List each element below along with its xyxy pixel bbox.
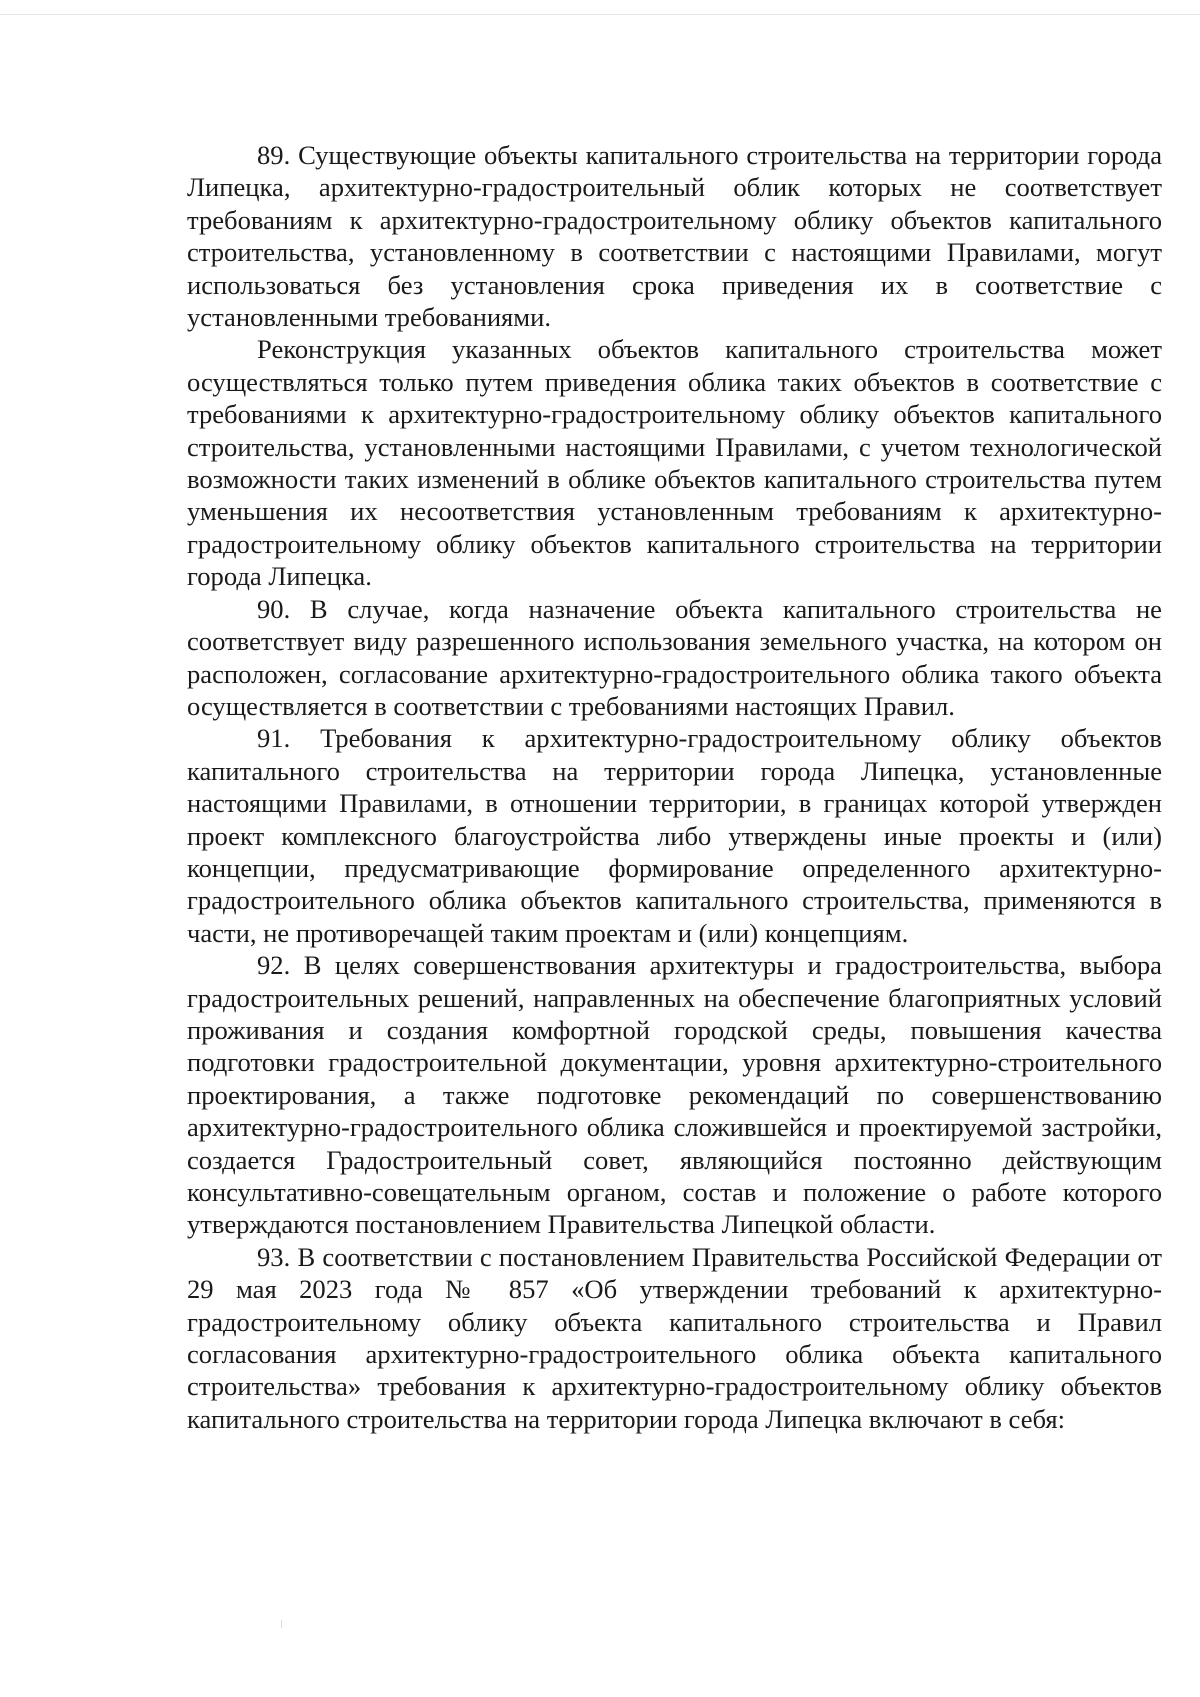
paragraph-89: 89. Существующие объекты капитального строительства на территории города Липецка, архитектурно-градостроительный облик которых не соответствует требованиям к архитектурно-градостроительному облику объектов капитального строительства, установленному в соответствии с настоящими Правилами, могут использоваться без установления срока приведения их в соответствие с установленными требованиями. [187, 140, 1162, 333]
paragraph-91: 91. Требования к архитектурно-градостроительному облику объектов капитального строительства на территории города Липецка, установленные настоящими Правилами, в отношении территории, в границах которой утвержден проект комплексного благоустройства либо утверждены иные проекты и (или) концепции, предусматривающие формирование определенного архитектурно-градостроительного облика объектов капитального строительства, применяются в части, не противоречащей таким проектам и (или) концепциям. [187, 723, 1162, 948]
paragraph-89-reconstruction: Реконструкция указанных объектов капитального строительства может осуществляться только путем приведения облика таких объектов в соответствие с требованиями к архитектурно-градостроительному облику объектов капитального строительства, установленными настоящими Правилами, с учетом технологической возможности таких изменений в облике объектов капитального строительства путем уменьшения их несоответствия установленным требованиям к архитектурно-градостроительному облику объектов капитального строительства на территории города Липецка. [187, 334, 1162, 592]
scan-artifact-mark [281, 1620, 282, 1628]
paragraph-92: 92. В целях совершенствования архитектуры и градостроительства, выбора градостроительных решений, направленных на обеспечение благоприятных условий проживания и создания комфортной городской среды, повышения качества подготовки градостроительной документации, уровня архитектурно-строительного проектирования, а также подготовке рекомендаций по совершенствованию архитектурно-градостроительного облика сложившейся и проектируемой застройки, создается Градостроительный совет, являющийся постоянно действующим консультативно-совещательным органом, состав и положение о работе которого утверждаются постановлением Правительства Липецкой области. [187, 950, 1162, 1240]
paragraph-93: 93. В соответствии с постановлением Правительства Российской Федерации от 29 мая 2023 года № 857 «Об утверждении требований к архитектурно-градостроительному облику объекта капитального строительства и Правил согласования архитектурно-градостроительного облика объекта капитального строительства» требования к архитектурно-градостроительному облику объектов капитального строительства на территории города Липецка включают в себя: [187, 1241, 1162, 1434]
page-top-edge [0, 14, 1200, 15]
document-body [187, 139, 1162, 1435]
paragraph-90: 90. В случае, когда назначение объекта капитального строительства не соответствует виду разрешенного использования земельного участка, на котором он расположен, согласование архитектурно-градостроительного облика такого объекта осуществляется в соответствии с требованиями настоящих Правил. [187, 593, 1162, 721]
